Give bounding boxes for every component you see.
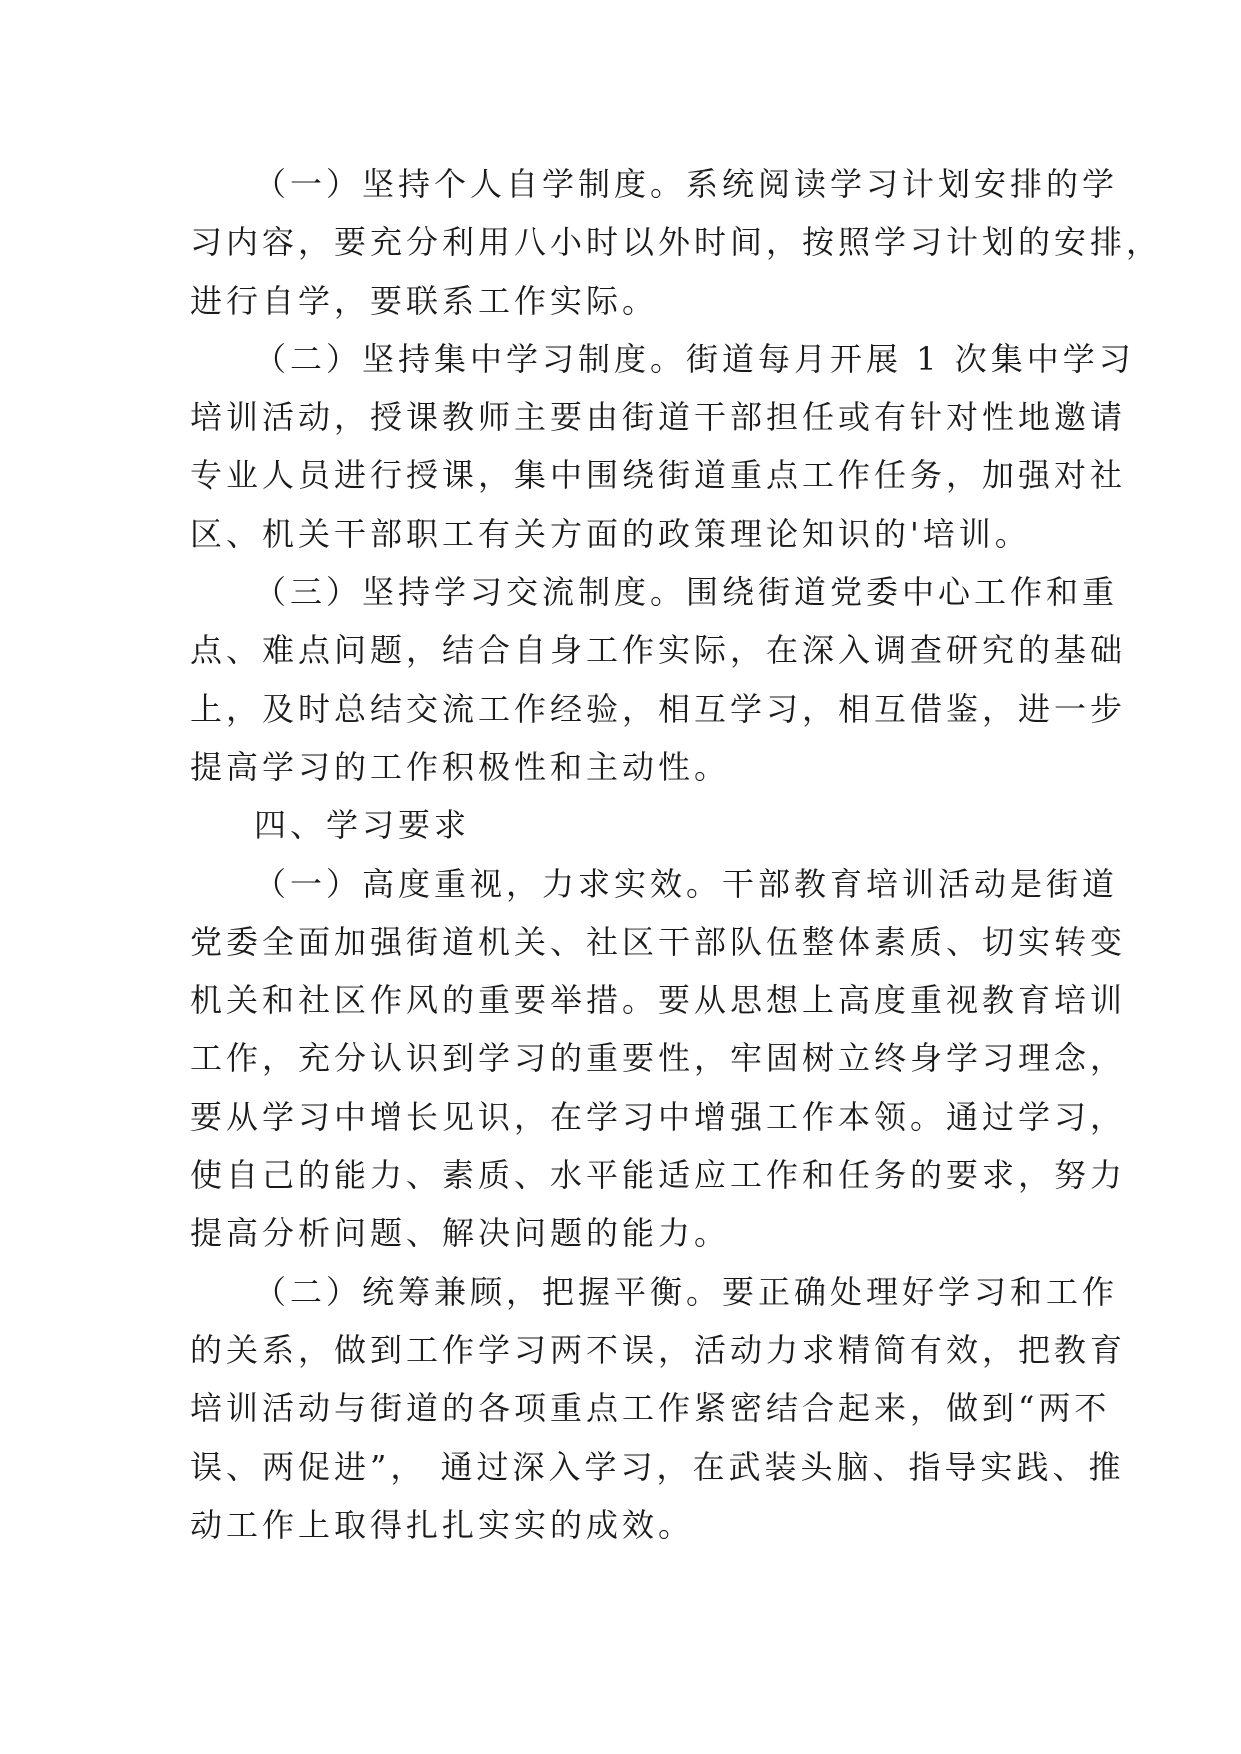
text-line: 使自己的能力、素质、水平能适应工作和任务的要求，努力 <box>190 1156 1127 1195</box>
text-line: 的关系，做到工作学习两不误，活动力求精简有效，把教育 <box>190 1330 1127 1369</box>
text-line: 上，及时总结交流工作经验，相互学习，相互借鉴，进一步 <box>190 689 1127 728</box>
text-line: 点、难点问题，结合自身工作实际，在深入调查研究的基础 <box>190 631 1127 670</box>
section-heading-requirements <box>190 796 1070 854</box>
text-line: 党委全面加强街道机关、社区干部队伍整体素质、切实转变 <box>190 922 1127 961</box>
text-line: （二）统筹兼顾，把握平衡。要正确处理好学习和工作 <box>254 1272 1119 1311</box>
paragraph-group-study <box>190 330 1135 563</box>
text-line: 培训活动与街道的各项重点工作紧密结合起来，做到“两不 <box>190 1389 1111 1428</box>
text-line: 工作，充分认识到学习的重要性，牢固树立终身学习理念， <box>190 1039 1127 1078</box>
text-line: 机关和社区作风的重要举措。要从思想上高度重视教育培训 <box>190 981 1127 1020</box>
text-line: 培训活动，授课教师主要由街道干部担任或有针对性地邀请 <box>190 398 1127 437</box>
text-line: （一）坚持个人自学制度。系统阅读学习计划安排的学 <box>254 165 1119 203</box>
text-line: 进行自学，要联系工作实际。 <box>190 281 659 320</box>
text-line: （三）坚持学习交流制度。围绕街道党委中心工作和重 <box>254 573 1119 612</box>
text-line: 提高学习的工作积极性和主动性。 <box>190 747 731 786</box>
paragraph-importance <box>190 855 1127 1263</box>
text-line: 专业人员进行授课，集中围绕街道重点工作任务，加强对社 <box>190 456 1127 495</box>
text-line: 要从学习中增长见识，在学习中增强工作本领。通过学习， <box>190 1097 1127 1136</box>
text-line: 动工作上取得扎扎实实的成效。 <box>190 1505 695 1544</box>
paragraph-exchange <box>190 563 1127 796</box>
text-line: （一）高度重视，力求实效。干部教育培训活动是街道 <box>254 864 1119 903</box>
text-line: （二）坚持集中学习制度。街道每月开展 1 次集中学习 <box>254 339 1135 378</box>
text-line: 提高分析问题、解决问题的能力。 <box>190 1214 731 1253</box>
document-body <box>190 155 1163 1554</box>
paragraph-balance <box>190 1263 1127 1554</box>
text-line: 区、机关干部职工有关方面的政策理论知识的'培训。 <box>190 514 1031 553</box>
text-line: 习内容，要充分利用八小时以外时间，按照学习计划的安排， <box>190 223 1163 262</box>
section-heading: 四、学习要求 <box>254 806 471 845</box>
text-line: 误、两促进”， 通过深入学习，在武装头脑、指导实践、推 <box>190 1447 1125 1486</box>
paragraph-self-study <box>190 155 1163 330</box>
